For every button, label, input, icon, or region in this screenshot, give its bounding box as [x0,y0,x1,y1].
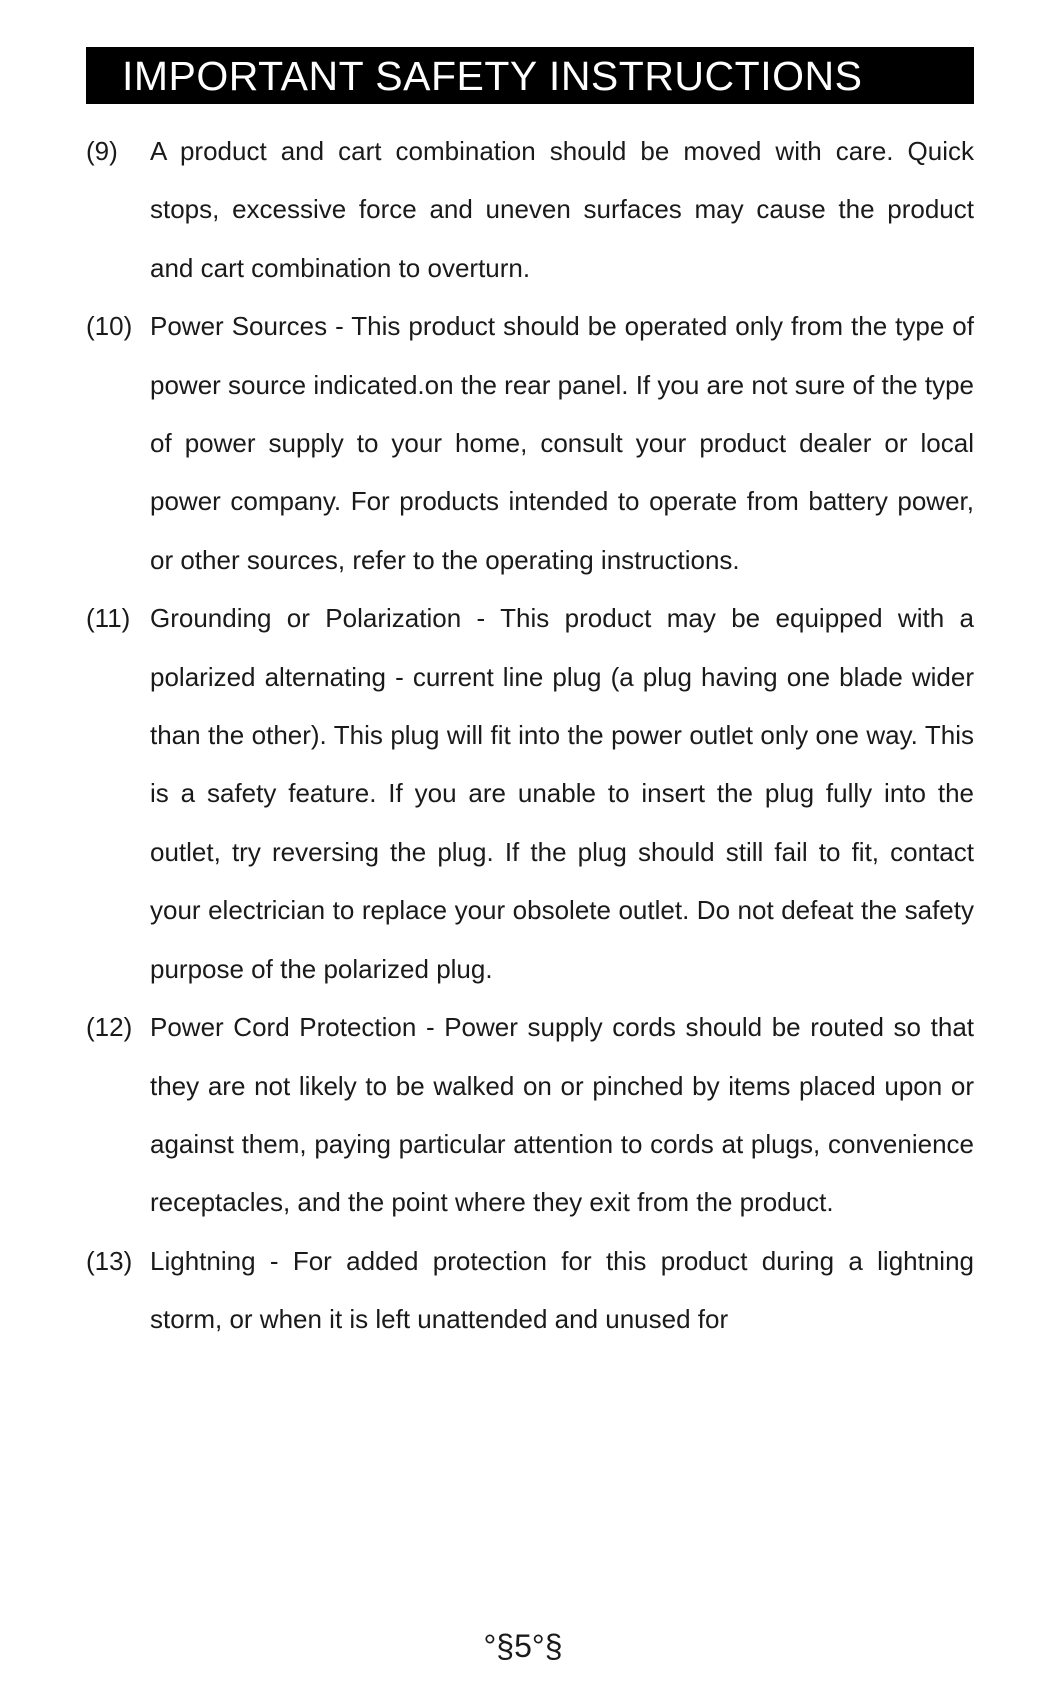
item-number: (11) [86,603,131,634]
item-text: A product and cart combination should be moved with care. Quick stops, excessive force and uneven surfaces may cause the product and cart combination to overturn. [150,136,974,283]
item-number: (13) [86,1245,133,1276]
page-number: °§5°§ [483,1628,563,1664]
section-title: IMPORTANT SAFETY INSTRUCTIONS [122,53,863,99]
section-header-bar [86,47,974,104]
item-number: (12) [86,1012,133,1043]
instruction-item-10 [86,297,974,589]
item-number: (10) [86,311,133,342]
item-text: Power Cord Protection - Power supply cords should be routed so that they are not likely to be walked on or pinched by items placed upon or against them, paying particular attention to cords at plugs, convenience receptacles, and the point where they exit from the product. [150,1012,974,1218]
instruction-list [86,122,974,1349]
item-number: (9) [86,136,118,166]
instruction-item-12 [86,998,974,1232]
instruction-item-11 [86,589,974,998]
item-text: Lightning - For added protection for this product during a lightning storm, or when it is left unattended and unused for [150,1245,974,1335]
instruction-item-9 [86,122,974,297]
item-text: Grounding or Polarization - This product may be equipped with a polarized alternating - current line plug (a plug having one blade wider than the other). This plug will fit into the power outlet only one way. This is a safety feature. If you are unable to insert the plug fully into the outlet, try reversing the plug. If the plug should still fail to fit, contact your electrician to replace your obsolete outlet. Do not defeat the safety purpose of the polarized plug. [150,603,974,984]
item-text: Power Sources - This product should be operated only from the type of power source indicated.on the rear panel. If you are not sure of the type of power supply to your home, consult your product dealer or local power company. For products intended to operate from battery power, or other sources, refer to the operating instructions. [150,311,974,575]
instruction-item-13 [86,1232,974,1349]
